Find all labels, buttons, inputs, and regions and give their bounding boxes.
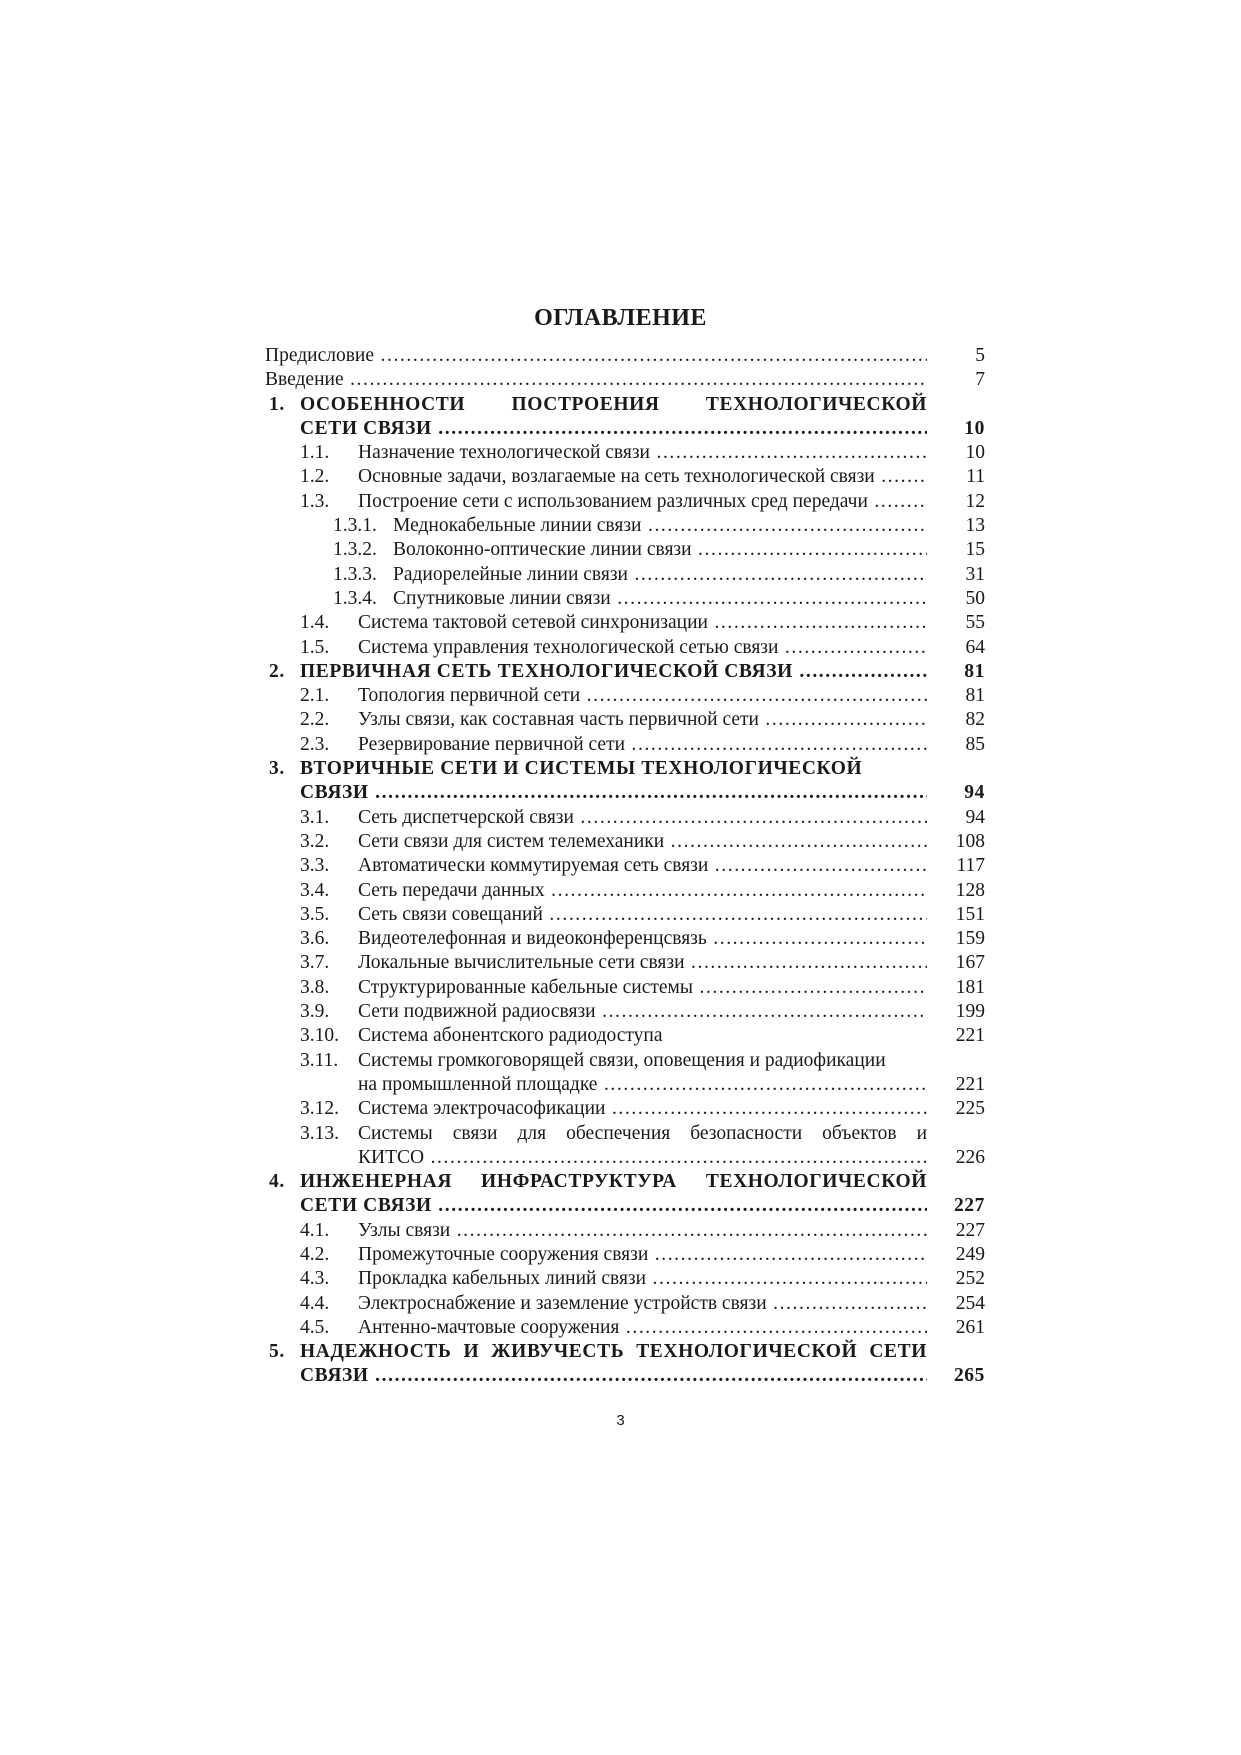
- entry-page: 85: [965, 733, 985, 755]
- toc-entry-3-10[interactable]: [265, 1024, 985, 1048]
- chapter-title-line2: СЕТИ СВЯЗИ .....: [300, 417, 927, 441]
- toc-chapter-3-cont[interactable]: [265, 781, 985, 805]
- entry-page: 12: [965, 490, 985, 512]
- entry-number: 2.3.: [300, 733, 330, 755]
- entry-page: 10: [965, 442, 985, 464]
- toc-entry-2-1[interactable]: [265, 684, 985, 708]
- entry-page: 13: [965, 515, 985, 537]
- entry-label-line1: Системы громкоговорящей связи, оповещения и радиофикации: [358, 1049, 886, 1071]
- entry-number: 3.1.: [300, 806, 330, 828]
- entry-number: 1.1.: [300, 442, 330, 464]
- entry-page: 221: [955, 1025, 985, 1047]
- toc-entry-1-4[interactable]: [265, 611, 985, 635]
- entry-number: 3.4.: [300, 879, 330, 901]
- entry-label: Узлы связи .....: [358, 1219, 927, 1243]
- entry-number: 4.4.: [300, 1292, 330, 1314]
- entry-label: Электроснабжение и заземление устройств связи .....: [358, 1292, 927, 1316]
- entry-page: 31: [965, 563, 985, 585]
- entry-label-line2: КИТСО .....: [358, 1146, 927, 1170]
- entry-label-line2: на промышленной площадке .....: [358, 1073, 927, 1097]
- entry-label: Система электрочасофикации .....: [358, 1097, 927, 1121]
- entry-number: 3.10.: [300, 1025, 339, 1047]
- entry-page: 254: [955, 1292, 985, 1314]
- entry-number: 1.5.: [300, 636, 330, 658]
- entry-page: 10: [964, 417, 985, 439]
- entry-label: Радиорелейные линии связи .....: [393, 563, 927, 587]
- toc-entry-3-6[interactable]: [265, 927, 985, 951]
- entry-label: Узлы связи, как составная часть первичной сети .....: [358, 708, 927, 732]
- toc-entry-introduction[interactable]: [265, 368, 985, 392]
- toc-entry-4-1[interactable]: [265, 1219, 985, 1243]
- toc-entry-3-13-cont[interactable]: [265, 1146, 985, 1170]
- entry-number: 1.3.: [300, 490, 330, 512]
- entry-label: Сеть передачи данных .....: [358, 879, 927, 903]
- entry-page: 227: [953, 1195, 985, 1217]
- toc-chapter-1[interactable]: [265, 393, 985, 417]
- entry-page: 181: [955, 976, 985, 998]
- entry-page: 151: [955, 903, 985, 925]
- toc-chapter-5[interactable]: [265, 1340, 985, 1364]
- chapter-title-line1: ОСОБЕННОСТИ ПОСТРОЕНИЯ ТЕХНОЛОГИЧЕСКОЙ: [300, 393, 927, 415]
- entry-label: Автоматически коммутируемая сеть связи .....: [358, 854, 927, 878]
- entry-label: Сеть диспетчерской связи .....: [358, 806, 927, 830]
- entry-label: Система абонентского радиодоступа: [358, 1025, 663, 1047]
- chapter-title-line2: СВЯЗИ .....: [300, 781, 927, 805]
- chapter-title-line2: СВЯЗИ .....: [300, 1364, 927, 1388]
- entry-page: 7: [975, 369, 985, 391]
- toc-entry-3-5[interactable]: [265, 903, 985, 927]
- entry-page: 64: [965, 636, 985, 658]
- entry-number: 4.2.: [300, 1243, 330, 1265]
- chapter-title-line1: НАДЕЖНОСТЬ И ЖИВУЧЕСТЬ ТЕХНОЛОГИЧЕСКОЙ СЕТИ: [300, 1341, 927, 1363]
- entry-label: Антенно-мачтовые сооружения .....: [358, 1316, 927, 1340]
- entry-number: 3.3.: [300, 855, 330, 877]
- toc-entry-3-3[interactable]: [265, 854, 985, 878]
- toc-entry-3-11-cont[interactable]: [265, 1073, 985, 1097]
- toc-entry-1-3-3[interactable]: [265, 563, 985, 587]
- entry-label: Предисловие .....: [265, 344, 927, 368]
- chapter-title-line1: ВТОРИЧНЫЕ СЕТИ И СИСТЕМЫ ТЕХНОЛОГИЧЕСКОЙ: [300, 758, 863, 780]
- entry-label: Локальные вычислительные сети связи .....: [358, 951, 927, 975]
- toc-chapter-3[interactable]: [265, 757, 985, 781]
- entry-number: 3.6.: [300, 928, 330, 950]
- entry-number: 4.1.: [300, 1219, 330, 1241]
- entry-number: 1.3.2.: [333, 539, 377, 561]
- entry-page: 94: [965, 806, 985, 828]
- toc-entry-3-11[interactable]: [265, 1049, 985, 1073]
- entry-page: 225: [955, 1098, 985, 1120]
- chapter-number: 4.: [269, 1171, 285, 1193]
- entry-number: 4.3.: [300, 1268, 330, 1290]
- toc-entry-1-5[interactable]: [265, 636, 985, 660]
- toc-entry-3-8[interactable]: [265, 976, 985, 1000]
- entry-label: Сеть связи совещаний .....: [358, 903, 927, 927]
- entry-label: Промежуточные сооружения связи .....: [358, 1243, 927, 1267]
- entry-number: 3.9.: [300, 1001, 330, 1023]
- entry-number: 3.11.: [300, 1049, 339, 1071]
- toc-entry-1-2[interactable]: [265, 465, 985, 489]
- toc-entry-4-4[interactable]: [265, 1292, 985, 1316]
- toc-entry-1-3-4[interactable]: [265, 587, 985, 611]
- entry-label: Сети связи для систем телемеханики .....: [358, 830, 927, 854]
- entry-page: 81: [965, 685, 985, 707]
- chapter-number: 5.: [269, 1341, 285, 1363]
- toc-entry-4-3[interactable]: [265, 1267, 985, 1291]
- entry-page: 265: [953, 1365, 985, 1387]
- entry-label: Основные задачи, возлагаемые на сеть технологической связи .....: [358, 465, 927, 489]
- entry-page: 252: [955, 1268, 985, 1290]
- chapter-number: 3.: [269, 758, 285, 780]
- entry-page: 50: [965, 587, 985, 609]
- entry-page: 81: [964, 660, 985, 682]
- entry-page: 128: [955, 879, 985, 901]
- entry-label: Меднокабельные линии связи .....: [393, 514, 927, 538]
- entry-page: 94: [964, 782, 985, 804]
- toc-entry-1-3[interactable]: [265, 490, 985, 514]
- entry-number: 4.5.: [300, 1316, 330, 1338]
- entry-page: 117: [956, 855, 985, 877]
- entry-page: 227: [955, 1219, 985, 1241]
- entry-label: Резервирование первичной сети .....: [358, 733, 927, 757]
- entry-number: 3.8.: [300, 976, 330, 998]
- entry-label: Прокладка кабельных линий связи .....: [358, 1267, 927, 1291]
- entry-number: 3.12.: [300, 1098, 339, 1120]
- toc-entry-3-13[interactable]: [265, 1122, 985, 1146]
- entry-label: Назначение технологической связи .....: [358, 441, 927, 465]
- toc-title: ОГЛАВЛЕНИЕ: [534, 305, 707, 331]
- entry-label: Структурированные кабельные системы .....: [358, 976, 927, 1000]
- entry-page: 159: [955, 928, 985, 950]
- entry-page: 261: [955, 1316, 985, 1338]
- entry-page: 15: [965, 539, 985, 561]
- entry-page: 108: [955, 830, 985, 852]
- entry-page: 167: [955, 952, 985, 974]
- entry-label: Спутниковые линии связи .....: [393, 587, 927, 611]
- entry-label: Сети подвижной радиосвязи .....: [358, 1000, 927, 1024]
- page-number: 3: [616, 1412, 625, 1429]
- entry-page: 55: [965, 612, 985, 634]
- entry-page: 226: [955, 1146, 985, 1168]
- entry-page: 82: [965, 709, 985, 731]
- table-of-contents: [265, 344, 985, 1389]
- entry-page: 199: [955, 1001, 985, 1023]
- entry-number: 1.3.3.: [333, 563, 377, 585]
- toc-entry-foreword[interactable]: [265, 344, 985, 368]
- toc-chapter-4-cont[interactable]: [265, 1194, 985, 1218]
- entry-label: Топология первичной сети .....: [358, 684, 927, 708]
- toc-entry-3-7[interactable]: [265, 951, 985, 975]
- toc-entry-3-12[interactable]: [265, 1097, 985, 1121]
- entry-page: 5: [975, 345, 985, 366]
- toc-chapter-2[interactable]: [265, 660, 985, 684]
- entry-label: Система управления технологической сетью связи .....: [358, 636, 927, 660]
- toc-entry-2-3[interactable]: [265, 733, 985, 757]
- entry-page: 249: [955, 1243, 985, 1265]
- toc-entry-4-2[interactable]: [265, 1243, 985, 1267]
- entry-label: Видеотелефонная и видеоконференцсвязь .....: [358, 927, 927, 951]
- entry-number: 2.1.: [300, 685, 330, 707]
- chapter-title-line1: ИНЖЕНЕРНАЯ ИНФРАСТРУКТУРА ТЕХНОЛОГИЧЕСКОЙ: [300, 1171, 927, 1193]
- toc-chapter-1-cont[interactable]: [265, 417, 985, 441]
- toc-chapter-5-cont[interactable]: [265, 1364, 985, 1388]
- toc-entry-3-9[interactable]: [265, 1000, 985, 1024]
- chapter-title-line2: СЕТИ СВЯЗИ .....: [300, 1194, 927, 1218]
- entry-label-line1: Системы связи для обеспечения безопасности объектов и: [358, 1122, 927, 1144]
- entry-number: 3.7.: [300, 952, 330, 974]
- toc-entry-1-1[interactable]: [265, 441, 985, 465]
- toc-entry-2-2[interactable]: [265, 708, 985, 732]
- entry-number: 3.13.: [300, 1122, 339, 1144]
- entry-label: Волоконно-оптические линии связи .....: [393, 538, 927, 562]
- toc-entry-1-3-2[interactable]: [265, 538, 985, 562]
- entry-number: 1.3.4.: [333, 587, 377, 609]
- entry-number: 3.5.: [300, 903, 330, 925]
- entry-number: 3.2.: [300, 830, 330, 852]
- toc-entry-3-4[interactable]: [265, 879, 985, 903]
- entry-number: 1.2.: [300, 466, 330, 488]
- chapter-number: 2.: [269, 660, 285, 682]
- entry-number: 1.4.: [300, 612, 330, 634]
- entry-number: 2.2.: [300, 709, 330, 731]
- toc-entry-3-2[interactable]: [265, 830, 985, 854]
- toc-entry-4-5[interactable]: [265, 1316, 985, 1340]
- entry-label: Введение .....: [265, 368, 927, 392]
- chapter-title: ПЕРВИЧНАЯ СЕТЬ ТЕХНОЛОГИЧЕСКОЙ СВЯЗИ .....: [300, 660, 927, 684]
- chapter-number: 1.: [269, 393, 285, 415]
- toc-entry-1-3-1[interactable]: [265, 514, 985, 538]
- toc-chapter-4[interactable]: [265, 1170, 985, 1194]
- entry-label: Построение сети с использованием различных сред передачи .....: [358, 490, 927, 514]
- entry-number: 1.3.1.: [333, 515, 377, 537]
- toc-entry-3-1[interactable]: [265, 806, 985, 830]
- entry-page: 221: [955, 1073, 985, 1095]
- entry-page: 11: [966, 466, 985, 488]
- entry-label: Система тактовой сетевой синхронизации .....: [358, 611, 927, 635]
